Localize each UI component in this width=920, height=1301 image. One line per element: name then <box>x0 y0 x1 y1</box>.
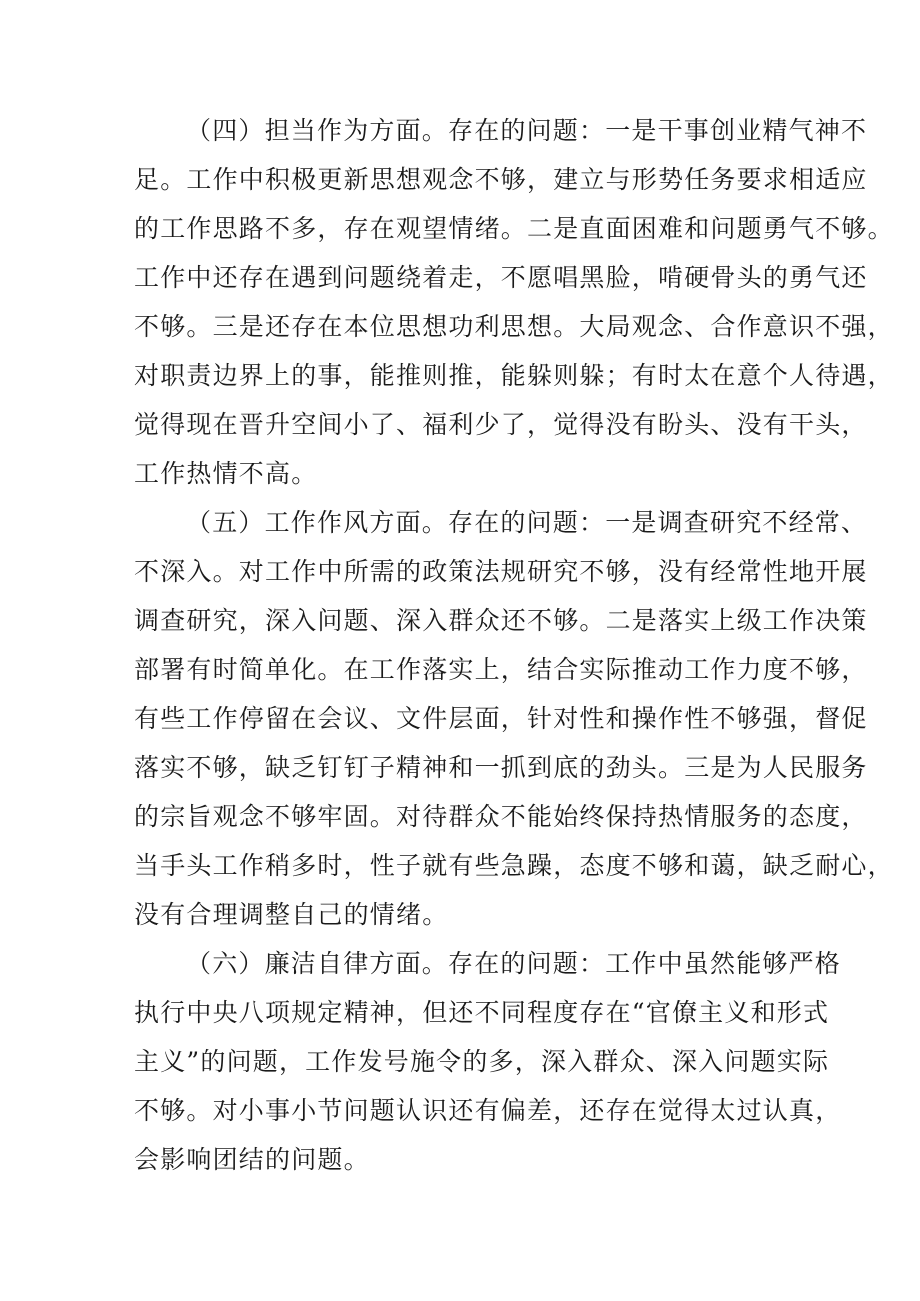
paragraph-6-line-2: 执行中央八项规定精神，但还不同程度存在“官僚主义和形式 <box>134 998 830 1027</box>
paragraph-5-line-9: 没有合理调整自己的情绪。 <box>134 900 449 929</box>
paragraph-4-line-5: 不够。三是还存在本位思想功利思想。大局观念、合作意识不强， <box>134 312 894 341</box>
paragraph-6-line-3: 主义”的问题，工作发号施令的多，深入群众、深入问题实际 <box>134 1047 830 1076</box>
paragraph-6-line-1: （六）廉洁自律方面。存在的问题：工作中虽然能够严格 <box>186 949 842 978</box>
paragraph-6-line-5: 会影响团结的问题。 <box>134 1145 370 1174</box>
paragraph-4-line-1: （四）担当作为方面。存在的问题：一是干事创业精气神不 <box>186 116 868 145</box>
paragraph-5-line-1: （五）工作作风方面。存在的问题：一是调查研究不经常、 <box>186 508 868 537</box>
paragraph-4-line-8: 工作热情不高。 <box>134 459 318 488</box>
paragraph-5-line-6: 落实不够，缺乏钉钉子精神和一抓到底的劲头。三是为人民服务 <box>134 753 868 782</box>
paragraph-4-line-3: 的工作思路不多，存在观望情绪。二是直面困难和问题勇气不够。 <box>134 214 894 243</box>
paragraph-5-line-5: 有些工作停留在会议、文件层面，针对性和操作性不够强，督促 <box>134 704 868 733</box>
paragraph-5-line-8: 当手头工作稍多时，性子就有些急躁，态度不够和蔼，缺乏耐心， <box>134 851 894 880</box>
paragraph-5-line-4: 部署有时简单化。在工作落实上，结合实际推动工作力度不够， <box>134 655 868 684</box>
paragraph-4-line-6: 对职责边界上的事，能推则推，能躲则躲；有时太在意个人待遇， <box>134 361 894 390</box>
paragraph-6-line-4: 不够。对小事小节问题认识还有偏差，还存在觉得太过认真， <box>134 1096 842 1125</box>
paragraph-5-line-7: 的宗旨观念不够牢固。对待群众不能始终保持热情服务的态度， <box>134 802 868 831</box>
paragraph-4-line-2: 足。工作中积极更新思想观念不够，建立与形势任务要求相适应 <box>134 165 868 194</box>
paragraph-4-line-4: 工作中还存在遇到问题绕着走，不愿唱黑脸，啃硬骨头的勇气还 <box>134 263 868 292</box>
paragraph-5-line-2: 不深入。对工作中所需的政策法规研究不够，没有经常性地开展 <box>134 557 868 586</box>
paragraph-5-line-3: 调查研究，深入问题、深入群众还不够。二是落实上级工作决策 <box>134 606 868 635</box>
paragraph-4-line-7: 觉得现在晋升空间小了、福利少了，觉得没有盼头、没有干头， <box>134 410 868 439</box>
